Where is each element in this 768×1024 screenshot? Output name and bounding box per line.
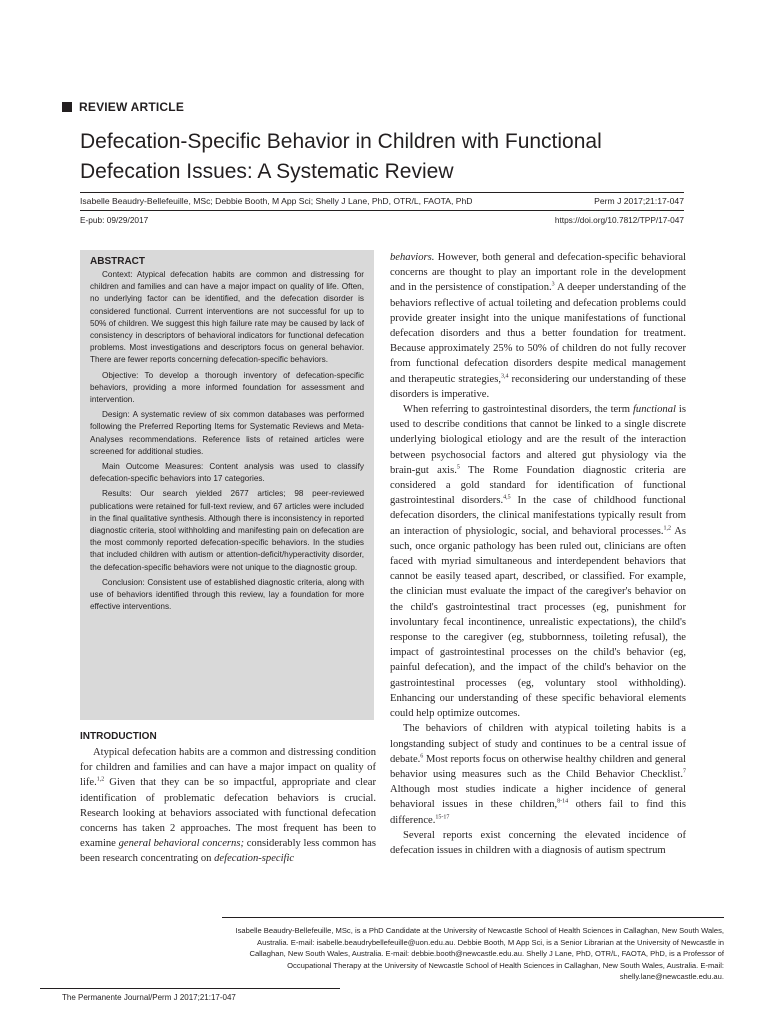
author-affiliations: Isabelle Beaudry-Bellefeuille, MSc, is a PhD Candidate at the University of Newcastle School of Health Sciences in Callaghan, New South Wales, Australia. E-mail: isabelle.beaudrybellefeuille@uon.edu.au. Debbie Booth, M App Sci, is a Senior Librarian at the University of Newcastle in Callaghan, New South Wales, Australia. E-mail: debbie.booth@newcastle.edu.au. Shelly J Lane, PhD, OTR/L, FAOTA, PhD, is a Professor of Occupational Therapy at the University of Newcastle School of Health Sciences in Callaghan, New South Wales, Australia. E-mail: shelly.lane@newcastle.edu.au. (235, 926, 724, 982)
intro-paragraph: Atypical defecation habits are a common and distressing condition for children and families and can have a major impact on quality of life.$^{1,2}$ Given that they can be so impactful, appropriate and clear identification of problematic defecation behaviors is crucial. Research looking at behaviors associated with functional defecation concerns has taken 2 approaches. The most frequent has been to examine general behavioral concerns; considerably less common has been research concentrating on defecation-specific (80, 747, 376, 865)
reference-marker: 5 (456, 464, 460, 471)
abstract-box (80, 250, 374, 720)
reference-marker: 3,4 (501, 373, 509, 380)
article-title (80, 127, 700, 187)
section-label-text: REVIEW ARTICLE (79, 100, 185, 114)
footnote-rule (222, 917, 724, 918)
body-paragraph-3: The behaviors of children with atypical toileting habits is a longstanding subject of study and continues to be a central issue of debate.$^6$ Most reports focus on otherwise healthy children and general behavior using measures such as the Child Behavior Checklist.$^7$ Although most studies indicate a higher incidence of general behavioral issues in these children,$^{8-14}$ others fail to find this difference.$^{15-17}$ (390, 723, 687, 826)
byline-rule (80, 210, 684, 211)
doi-link[interactable]: https://doi.org/10.7812/TPP/17-047 (554, 215, 684, 225)
body-paragraph-4: Several reports exist concerning the elevated incidence of defecation issues in children with a diagnosis of autism spectrum (390, 829, 686, 856)
footer-rule (40, 988, 340, 989)
author-list: Isabelle Beaudry-Bellefeuille, MSc; Debbie Booth, M App Sci; Shelly J Lane, PhD, OTR/L, FAOTA, PhD (80, 196, 473, 206)
reference-marker: 6 (420, 753, 424, 760)
abstract-context: Context: Atypical defecation habits are common and distressing for children and families and can have a major impact on quality of life. Often, no underlying factor can be identified, and the defecation disorder is considered functional. Current interventions are not successful for up to 50% of children. We suggest this high failure rate may be caused by lack of consistency in descriptors of behavioral indicators for functional defecation problems. Most investigations and descriptors focus on general behavior. There are fewer reports concerning defecation-specific behaviors. (90, 270, 364, 365)
title-line-2: Defecation Issues: A Systematic Review (80, 160, 454, 183)
citation: Perm J 2017;21:17-047 (594, 196, 684, 206)
reference-marker: 1,2 (96, 776, 105, 783)
intro-column (80, 745, 376, 867)
body-paragraph-1: behaviors. However, both general and defecation-specific behavioral concerns are thought to play an important role in the development and in the persistence of constipation.$^3$ A deeper understanding of the behaviors reflective of actual toileting and defecation problems could provide greater insight into the unique manifestations of functional defecation disorders and thus a better foundation for treatment. Because approximately 25% to 50% of children do not fully recover from functional defecation disorders despite medical management and therapeutic strategies,$^{3,4}$ reconsidering our understanding of these disorders is imperative. (390, 252, 686, 400)
section-label (62, 100, 184, 114)
reference-marker: 1,2 (663, 525, 671, 532)
reference-marker: 15-17 (435, 813, 450, 820)
introduction-heading: INTRODUCTION (80, 731, 157, 742)
body-paragraph-2: When referring to gastrointestinal disorders, the term functional is used to describe conditions that cannot be linked to a single discrete underlying biological etiology and are the result of the interaction between psychosocial factors and altered gut physiology via the brain-gut axis.$^5$ The Rome Foundation diagnostic criteria are considered a gold standard for identification of functional gastrointestinal disorders.$^{4,5}$ In the case of childhood functional defecation disorders, the clinical manifestations typically result from an interaction of physiologic, social, and behavioral processes.$^{1,2}$ As such, once organic pathology has been ruled out, clinicians are often faced with myriad simultaneous and interdependent behaviors that cannot be easily teased apart, described, or classified. For example, the clinician must evaluate the impact of the caregiver's behavior on the child's gastrointestinal tract processes (eg, punishment for involuntary fecal incontinence, unrealistic expectations), the child's response to the caregiver (eg, stubbornness, toileting refusal), the impact of gastrointestinal processes on the child's behavior (eg, painful defecation), and the impact of the child's behavior on the gastrointestinal processes (eg, voluntary stool withholding). Enhancing our understanding of these specific behavioral elements could help optimize outcomes. (390, 404, 686, 720)
epub-date: E-pub: 09/29/2017 (80, 215, 149, 225)
abstract-conclusion: Conclusion: Consistent use of established diagnostic criteria, along with use of behaviors identified through this review, lay a foundation for more effective interventions. (90, 577, 364, 612)
reference-marker: 8-14 (557, 798, 569, 805)
abstract-design: Design: A systematic review of six common databases was performed following the Preferred Reporting Items for Systematic Reviews and Meta-Analyses recommendations. Reference lists of retained articles were screened for additional studies. (90, 410, 364, 456)
journal-footer: The Permanente Journal/Perm J 2017;21:17-047 (62, 993, 236, 1002)
abstract-results: Results: Our search yielded 2677 articles; 98 peer-reviewed publications were retained for full-text review, and 67 articles were included in the final qualitative synthesis. Although there is inconsistency in reported diagnostic criteria, stool withholding and manifesting pain on defecation are the most commonly reported defecation-specific behaviors. In the studies that included children with autism or attention-deficit/hyperactivity disorder, the defecation-specific behaviors were not unique to the diagnostic group. (90, 489, 364, 572)
reference-marker: 3 (551, 281, 555, 288)
right-column (390, 250, 686, 858)
reference-marker: 4,5 (503, 494, 511, 501)
title-rule (80, 192, 684, 193)
title-line-1: Defecation-Specific Behavior in Children with Functional (80, 130, 602, 153)
section-marker-icon (62, 102, 72, 112)
abstract-heading: ABSTRACT (90, 256, 145, 267)
abstract-outcome: Main Outcome Measures: Content analysis was used to classify defecation-specific behaviors into 17 categories. (90, 462, 364, 484)
reference-marker: 7 (683, 768, 686, 775)
abstract-objective: Objective: To develop a thorough inventory of defecation-specific behaviors, providing a more informed foundation for assessment and intervention. (90, 370, 364, 405)
